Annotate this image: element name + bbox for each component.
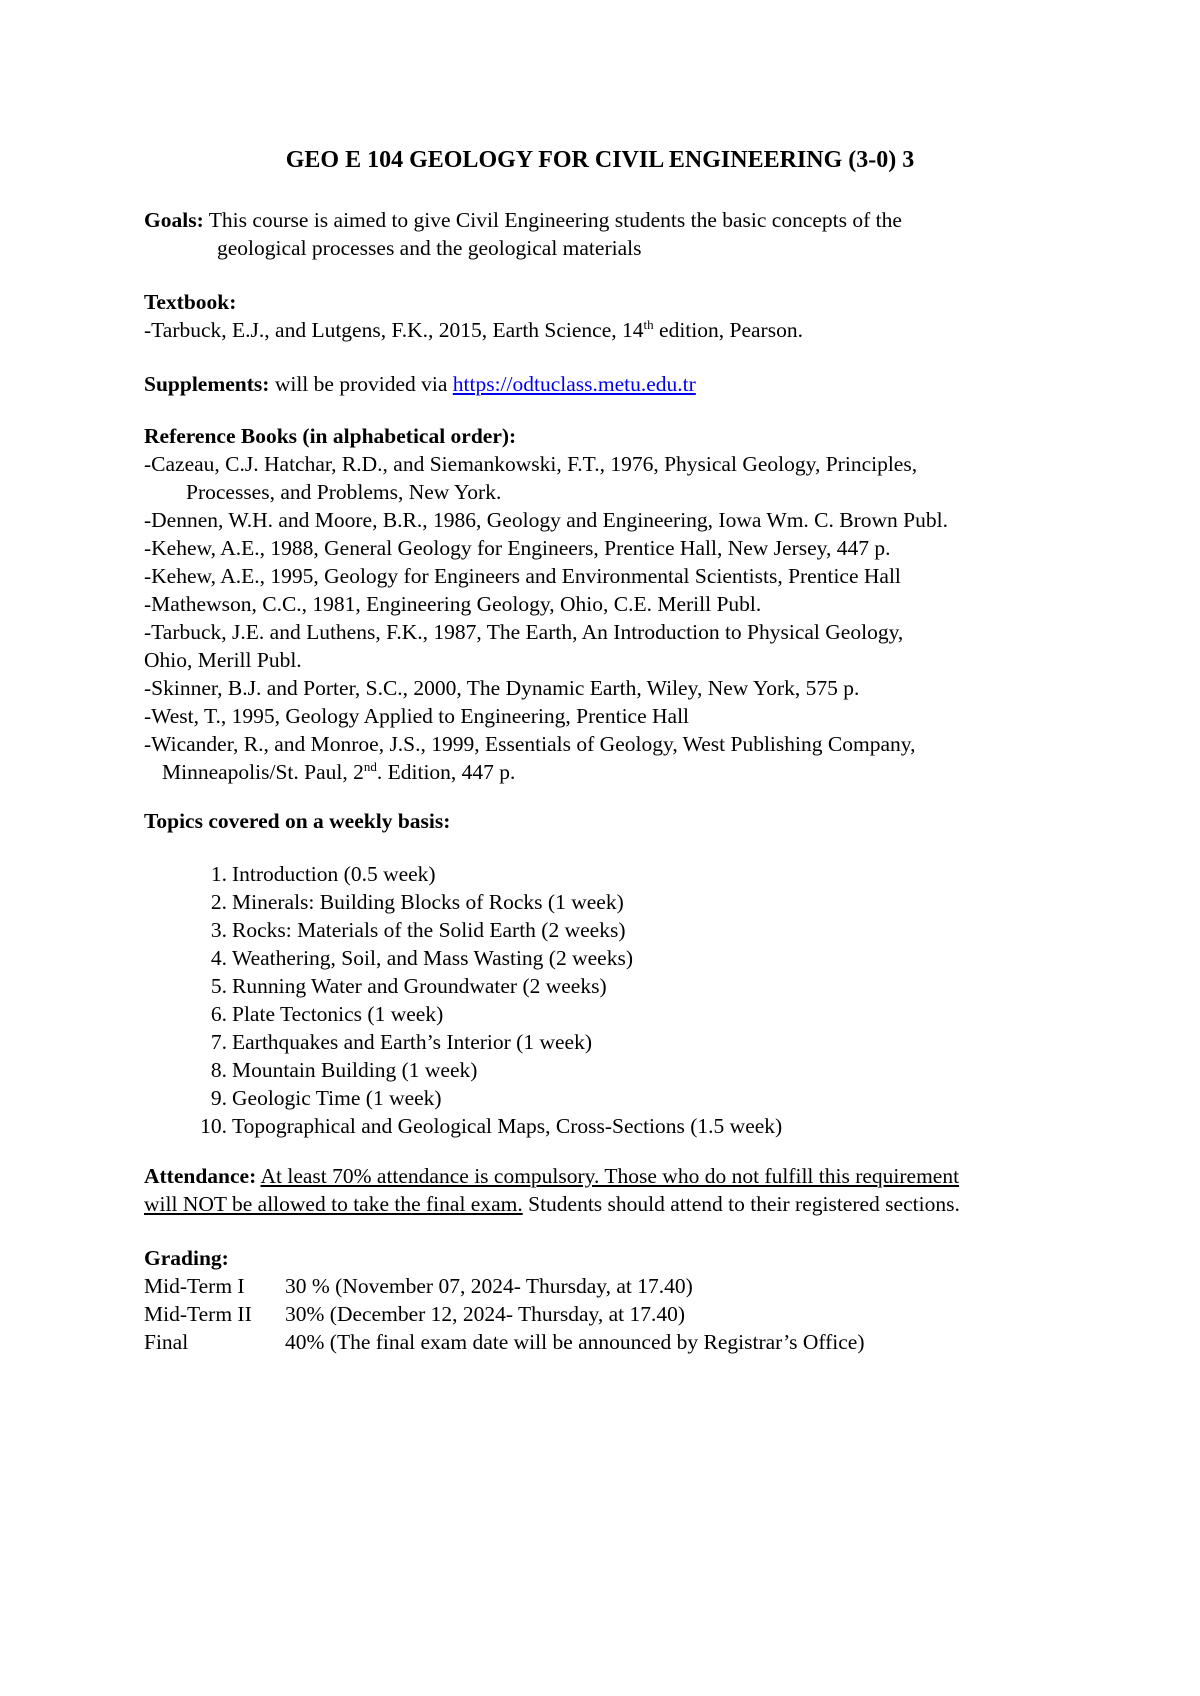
topic-number: 10. — [200, 1114, 227, 1138]
grading-label: Grading: — [144, 1246, 229, 1270]
reference-item-continued: Processes, and Problems, New York. — [186, 480, 502, 504]
textbook-entry — [144, 316, 1084, 344]
reference-wicander-text: Minneapolis/St. Paul, 2 — [162, 760, 364, 784]
references-label: Reference Books (in alphabetical order): — [144, 424, 517, 448]
attendance-requirement: At least 70% attendance is compulsory. Those who do not fulfill this requirement — [260, 1164, 960, 1188]
course-title: GEO E 104 GEOLOGY FOR CIVIL ENGINEERING (3-0) 3 — [285, 147, 915, 173]
reference-item-continued: Ohio, Merill Publ. — [144, 648, 302, 672]
topic-item — [144, 1112, 1084, 1140]
reference-item: -West, T., 1995, Geology Applied to Engineering, Prentice Hall — [144, 704, 690, 728]
textbook-entry-tail: edition, Pearson. — [653, 318, 803, 342]
reference-item-continued — [144, 758, 1084, 786]
topic-text: Mountain Building (1 week) — [232, 1058, 478, 1082]
grading-row — [144, 1300, 1084, 1328]
reference-item: -Kehew, A.E., 1995, Geology for Engineers and Environmental Scientists, Prentice Hall — [144, 564, 901, 588]
topics-list-wrapper — [144, 860, 1084, 1140]
topic-item — [144, 1000, 1084, 1028]
reference-item: -Dennen, W.H. and Moore, B.R., 1986, Geology and Engineering, Iowa Wm. C. Brown Publ. — [144, 508, 948, 532]
grading-item-value: 40% (The final exam date will be announced by Registrar’s Office) — [285, 1330, 865, 1354]
grading-row — [144, 1272, 1084, 1300]
topics-section — [144, 807, 1084, 835]
topic-text: Topographical and Geological Maps, Cross-Sections (1.5 week) — [232, 1114, 783, 1138]
textbook-superscript: th — [643, 317, 654, 332]
topic-text: Weathering, Soil, and Mass Wasting (2 weeks) — [232, 946, 633, 970]
topic-number: 3. — [210, 918, 227, 942]
topics-label: Topics covered on a weekly basis: — [144, 809, 451, 833]
reference-item: -Cazeau, C.J. Hatchar, R.D., and Siemankowski, F.T., 1976, Physical Geology, Principles, — [144, 452, 918, 476]
topic-item — [144, 944, 1084, 972]
reference-wicander-tail: . Edition, 447 p. — [376, 760, 516, 784]
topics-list — [144, 860, 1084, 1140]
grading-item-name: Mid-Term I — [144, 1274, 245, 1298]
reference-item: -Skinner, B.J. and Porter, S.C., 2000, The Dynamic Earth, Wiley, New York, 575 p. — [144, 676, 860, 700]
topic-number: 4. — [210, 946, 227, 970]
reference-item: -Kehew, A.E., 1988, General Geology for Engineers, Prentice Hall, New Jersey, 447 p. — [144, 536, 891, 560]
topic-item — [144, 1056, 1084, 1084]
textbook-section — [144, 288, 1084, 344]
topic-text: Earthquakes and Earth’s Interior (1 week) — [232, 1030, 592, 1054]
references-section — [144, 422, 1084, 786]
grading-row — [144, 1328, 1084, 1356]
topic-item — [144, 888, 1084, 916]
reference-superscript: nd — [363, 759, 377, 774]
topic-number: 2. — [210, 890, 227, 914]
attendance-note: Students should attend to their registered sections. — [522, 1192, 960, 1216]
reference-item: -Tarbuck, J.E. and Luthens, F.K., 1987, The Earth, An Introduction to Physical Geology, — [144, 620, 904, 644]
textbook-label: Textbook: — [144, 290, 237, 314]
grading-item-value: 30 % (November 07, 2024- Thursday, at 17.40) — [285, 1274, 693, 1298]
goals-section — [144, 206, 1084, 262]
supplements-section — [144, 370, 1084, 398]
topic-number: 7. — [210, 1030, 227, 1054]
topic-number: 5. — [210, 974, 227, 998]
topic-text: Running Water and Groundwater (2 weeks) — [232, 974, 607, 998]
topic-text: Plate Tectonics (1 week) — [232, 1002, 444, 1026]
reference-item: -Mathewson, C.C., 1981, Engineering Geology, Ohio, C.E. Merill Publ. — [144, 592, 762, 616]
supplements-label: Supplements: — [144, 372, 270, 396]
topic-text: Rocks: Materials of the Solid Earth (2 weeks) — [232, 918, 626, 942]
topic-number: 1. — [210, 862, 227, 886]
topic-number: 8. — [210, 1058, 227, 1082]
supplements-text: will be provided via — [269, 372, 453, 396]
topic-text: Introduction (0.5 week) — [232, 862, 436, 886]
topic-text: Geologic Time (1 week) — [232, 1086, 442, 1110]
grading-item-name: Final — [144, 1330, 189, 1354]
topic-number: 6. — [210, 1002, 227, 1026]
topic-item — [144, 972, 1084, 1000]
attendance-section — [144, 1162, 1084, 1218]
goals-text-1: This course is aimed to give Civil Engineering students the basic concepts of the — [208, 208, 902, 232]
attendance-consequence: will NOT be allowed to take the final exam. — [144, 1192, 523, 1216]
grading-item-name: Mid-Term II — [144, 1302, 252, 1326]
topic-item — [144, 1084, 1084, 1112]
topic-item — [144, 1028, 1084, 1056]
textbook-entry-text: -Tarbuck, E.J., and Lutgens, F.K., 2015, Earth Science, 14 — [144, 318, 644, 342]
grading-item-value: 30% (December 12, 2024- Thursday, at 17.40) — [285, 1302, 686, 1326]
attendance-label: Attendance: — [144, 1164, 257, 1188]
grading-section — [144, 1244, 1084, 1356]
reference-item: -Wicander, R., and Monroe, J.S., 1999, Essentials of Geology, West Publishing Company, — [144, 732, 916, 756]
goals-text-2: geological processes and the geological materials — [217, 236, 642, 260]
goals-line-1 — [144, 206, 1084, 234]
topic-number: 9. — [210, 1086, 227, 1110]
topic-text: Minerals: Building Blocks of Rocks (1 week) — [232, 890, 624, 914]
goals-label: Goals: — [144, 208, 204, 232]
supplements-link[interactable]: https://odtuclass.metu.edu.tr — [452, 372, 696, 396]
topic-item — [144, 916, 1084, 944]
topic-item — [144, 860, 1084, 888]
